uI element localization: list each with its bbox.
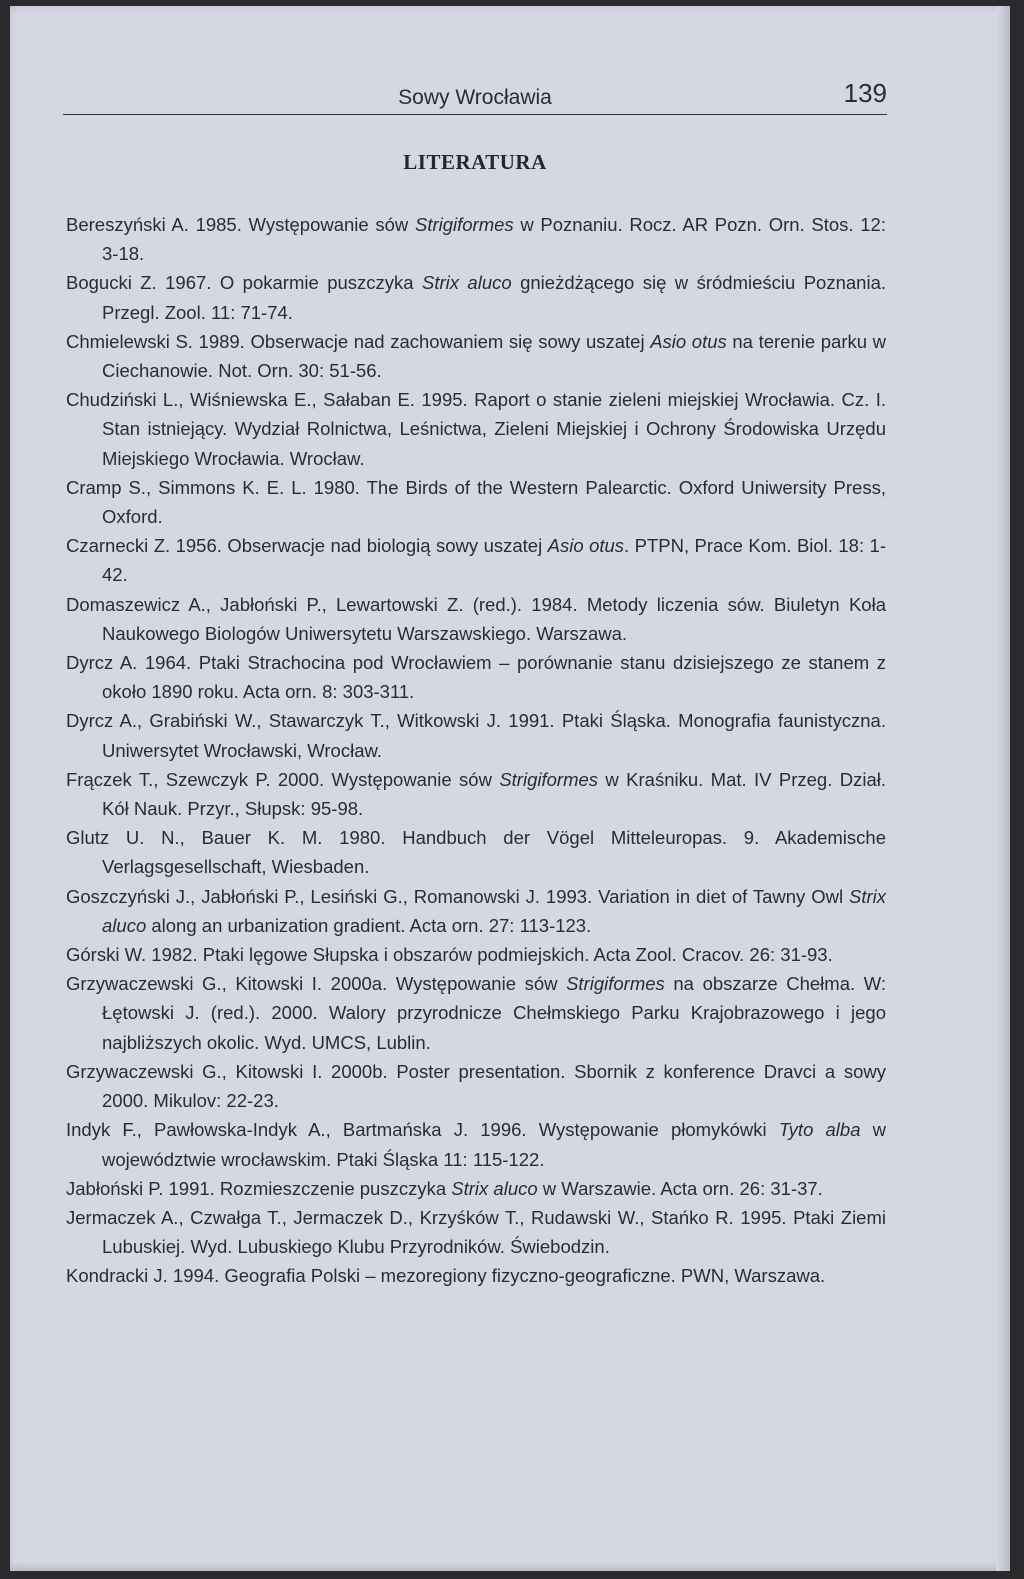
reference-item: Bogucki Z. 1967. O pokarmie puszczyka Strix aluco gnieżdżącego się w śródmieściu Poznania. Przegl. Zool. 11: 71-74. (66, 272, 887, 323)
reference-item: Jermaczek A., Czwałga T., Jermaczek D., Krzyśków T., Rudawski W., Stańko R. 1995. Ptaki Ziemi Lubuskiej. Wyd. Lubuskiego Klubu Przyrodników. Świebodzin. (66, 1206, 886, 1258)
reference-item: Chudziński L., Wiśniewska E., Sałaban E. 1995. Raport o stanie zieleni miejskiej Wrocławia. Cz. I. Stan istniejący. Wydział Rolnictwa, Leśnictwa, Zieleni Miejskiej i Ochrony Środowiska Urzędu Miejskiego Wrocławia. Wrocław. (66, 389, 886, 469)
reference-item: Grzywaczewski G., Kitowski I. 2000a. Występowanie sów Strigiformes na obszarze Chełma. W: Łętowski J. (red.). 2000. Walory przyrodnicze Chełmskiego Parku Krajobrazowego i jego najbliższych okolic. Wyd. UMCS, Lublin. (66, 973, 886, 1053)
reference-item: Chmielewski S. 1989. Obserwacje nad zachowaniem się sowy uszatej Asio otus na terenie parku w Ciechanowie. Not. Orn. 30: 51-56. (66, 330, 886, 382)
reference-item: Indyk F., Pawłowska-Indyk A., Bartmańska J. 1996. Występowanie płomykówki Tyto alba w województwie wrocławskim. Ptaki Śląska 11: 115-122. (66, 1119, 886, 1170)
reference-item: Frączek T., Szewczyk P. 2000. Występowanie sów Strigiformes w Kraśniku. Mat. IV Przeg. Dział. Kół Nauk. Przyr., Słupsk: 95-98. (66, 768, 886, 820)
book-page (10, 6, 1010, 1571)
reference-list (66, 210, 886, 1291)
reference-item: Goszczyński J., Jabłoński P., Lesiński G., Romanowski J. 1993. Variation in diet of Tawny Owl Strix aluco along an urbanization gradient. Acta orn. 27: 113-123. (66, 885, 886, 936)
reference-item: Górski W. 1982. Ptaki lęgowe Słupska i obszarów podmiejskich. Acta Zool. Cracov. 26: 31-93. (66, 944, 833, 966)
reference-item: Cramp S., Simmons K. E. L. 1980. The Birds of the Western Palearctic. Oxford Uniwersity Press, Oxford. (66, 476, 886, 528)
running-title: Sowy Wrocławia (398, 86, 552, 109)
reference-item: Kondracki J. 1994. Geografia Polski – mezoregiony fizyczno-geograficzne. PWN, Warszawa. (66, 1265, 826, 1287)
page-edge (996, 6, 1010, 1571)
reference-item: Bereszyński A. 1985. Występowanie sów Strigiformes w Poznaniu. Rocz. AR Pozn. Orn. Stos. 12: 3-18. (66, 214, 886, 265)
section-title: LITERATURA (403, 150, 547, 174)
page-header (63, 76, 887, 115)
reference-item: Dyrcz A., Grabiński W., Stawarczyk T., Witkowski J. 1991. Ptaki Śląska. Monografia faunistyczna. Uniwersytet Wrocławski, Wrocław. (66, 710, 886, 761)
page-number: 139 (843, 78, 887, 108)
reference-item: Jabłoński P. 1991. Rozmieszczenie puszczyka Strix aluco w Warszawie. Acta orn. 26: 31-37. (66, 1177, 823, 1199)
reference-item: Dyrcz A. 1964. Ptaki Strachocina pod Wrocławiem – porównanie stanu dzisiejszego ze stanem z około 1890 roku. Acta orn. 8: 303-311. (66, 652, 886, 703)
reference-item: Glutz U. N., Bauer K. M. 1980. Handbuch der Vögel Mitteleuropas. 9. Akademische Verlagsgesellschaft, Wiesbaden. (66, 827, 886, 878)
reference-item: Czarnecki Z. 1956. Obserwacje nad biologią sowy uszatej Asio otus. PTPN, Prace Kom. Biol. 18: 1-42. (66, 535, 886, 586)
reference-item: Domaszewicz A., Jabłoński P., Lewartowski Z. (red.). 1984. Metody liczenia sów. Biuletyn Koła Naukowego Biologów Uniwersytetu Warszawskiego. Warszawa. (66, 593, 886, 644)
reference-item: Grzywaczewski G., Kitowski I. 2000b. Poster presentation. Sbornik z konference Dravci a sowy 2000. Mikulov: 22-23. (66, 1060, 886, 1112)
